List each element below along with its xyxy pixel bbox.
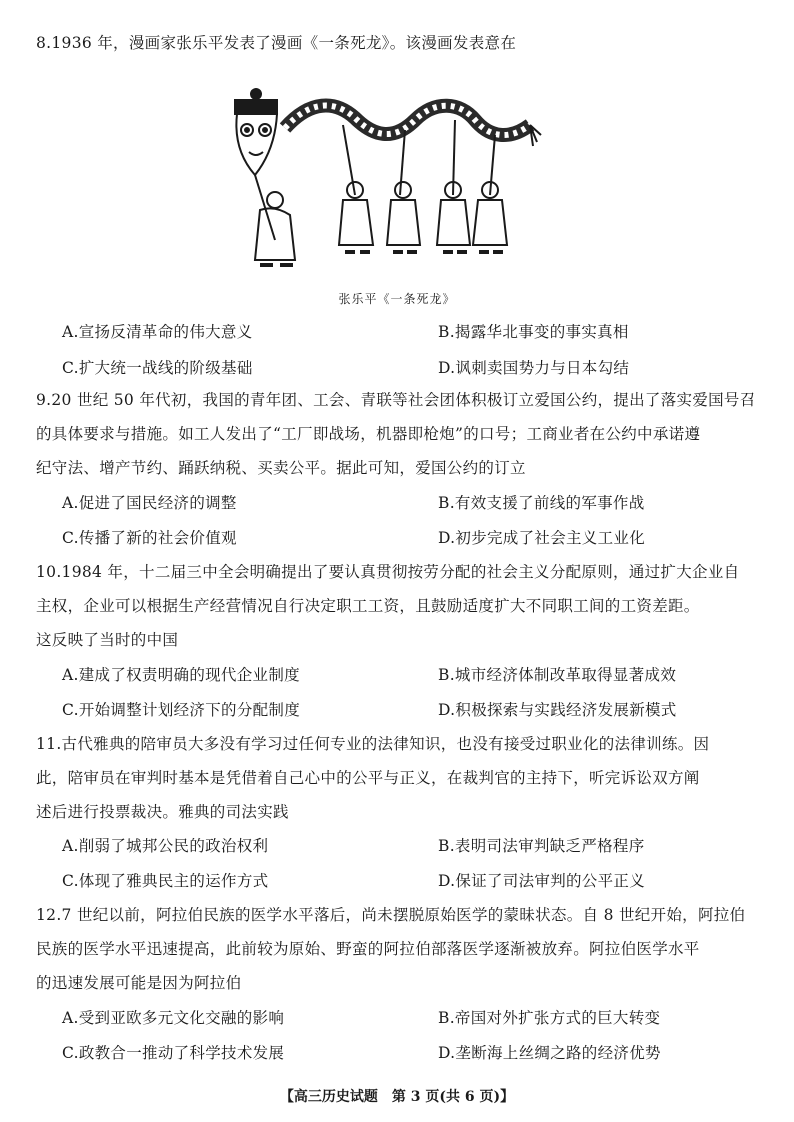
q9-option-b: B.有效支援了前线的军事作战 <box>438 494 645 512</box>
q9-option-a: A.促进了国民经济的调整 <box>62 494 237 512</box>
question-11-stem <box>36 727 764 829</box>
q12-option-b: B.帝国对外扩张方式的巨大转变 <box>438 1009 661 1027</box>
dragon-cartoon-illustration <box>215 80 545 280</box>
q12-option-d: D.垄断海上丝绸之路的经济优势 <box>438 1044 661 1062</box>
q10-option-d: D.积极探索与实践经济发展新模式 <box>438 701 677 719</box>
question-8-stem <box>36 26 764 60</box>
question-12-line-3: 的迅速发展可能是因为阿拉伯 <box>36 974 242 992</box>
question-9-line-3: 纪守法、增产节约、踊跃纳税、买卖公平。据此可知，爱国公约的订立 <box>36 459 526 477</box>
page-footer: 【高三历史试题 第 3 页(共 6 页)】 <box>279 1089 515 1105</box>
question-9-line-2: 的具体要求与措施。如工人发出了“工厂即战场，机器即枪炮”的口号；工商业者在公约中承诺遵 <box>36 425 701 443</box>
question-10-line-1: 10.1984 年，十二届三中全会明确提出了要认真贯彻按劳分配的社会主义分配原则，通过扩大企业自 <box>36 563 740 581</box>
q11-option-c: C.体现了雅典民主的运作方式 <box>62 872 269 890</box>
question-10-stem <box>36 555 764 657</box>
question-12-line-2: 民族的医学水平迅速提高，此前较为原始、野蛮的阿拉伯部落医学逐渐被放弃。阿拉伯医学水平 <box>36 940 700 958</box>
cartoon-caption: 张乐平《一条死龙》 <box>338 292 456 306</box>
q8-option-d: D.讽刺卖国势力与日本勾结 <box>438 359 630 377</box>
question-9-line-1: 9.20 世纪 50 年代初，我国的青年团、工会、青联等社会团体积极订立爱国公约，提出了落实爱国号召 <box>36 391 756 409</box>
q12-option-a: A.受到亚欧多元文化交融的影响 <box>62 1009 285 1027</box>
question-11-line-2: 此，陪审员在审判时基本是凭借着自己心中的公平与正义，在裁判官的主持下，听完诉讼双方阐 <box>36 769 700 787</box>
question-12-stem <box>36 898 764 1000</box>
q10-option-c: C.开始调整计划经济下的分配制度 <box>62 701 301 719</box>
q11-option-a: A.削弱了城邦公民的政治权利 <box>62 837 269 855</box>
q12-option-c: C.政教合一推动了科学技术发展 <box>62 1044 285 1062</box>
question-11-line-1: 11.古代雅典的陪审员大多没有学习过任何专业的法律知识，也没有接受过职业化的法律训练。因 <box>36 735 710 753</box>
q9-option-d: D.初步完成了社会主义工业化 <box>438 529 646 547</box>
question-11-line-3: 述后进行投票裁决。雅典的司法实践 <box>36 803 289 821</box>
q8-option-b: B.揭露华北事变的事实真相 <box>438 323 629 341</box>
q11-option-d: D.保证了司法审判的公平正义 <box>438 872 646 890</box>
q10-option-b: B.城市经济体制改革取得显著成效 <box>438 666 677 684</box>
q10-option-a: A.建成了权责明确的现代企业制度 <box>62 666 300 684</box>
question-9-stem <box>36 383 764 485</box>
q8-option-c: C.扩大统一战线的阶级基础 <box>62 359 253 377</box>
q11-option-b: B.表明司法审判缺乏严格程序 <box>438 837 645 855</box>
question-10-line-2: 主权，企业可以根据生产经营情况自行决定职工工资，且鼓励适度扩大不同职工间的工资差距。 <box>36 597 700 615</box>
q8-option-a: A.宣扬反清革命的伟大意义 <box>62 323 253 341</box>
question-10-line-3: 这反映了当时的中国 <box>36 631 179 649</box>
q9-option-c: C.传播了新的社会价值观 <box>62 529 237 547</box>
question-8-line-1: 8.1936 年，漫画家张乐平发表了漫画《一条死龙》。该漫画发表意在 <box>36 34 517 52</box>
question-12-line-1: 12.7 世纪以前，阿拉伯民族的医学水平落后，尚未摆脱原始医学的蒙昧状态。自 8 世纪开始，阿拉伯 <box>36 906 746 924</box>
